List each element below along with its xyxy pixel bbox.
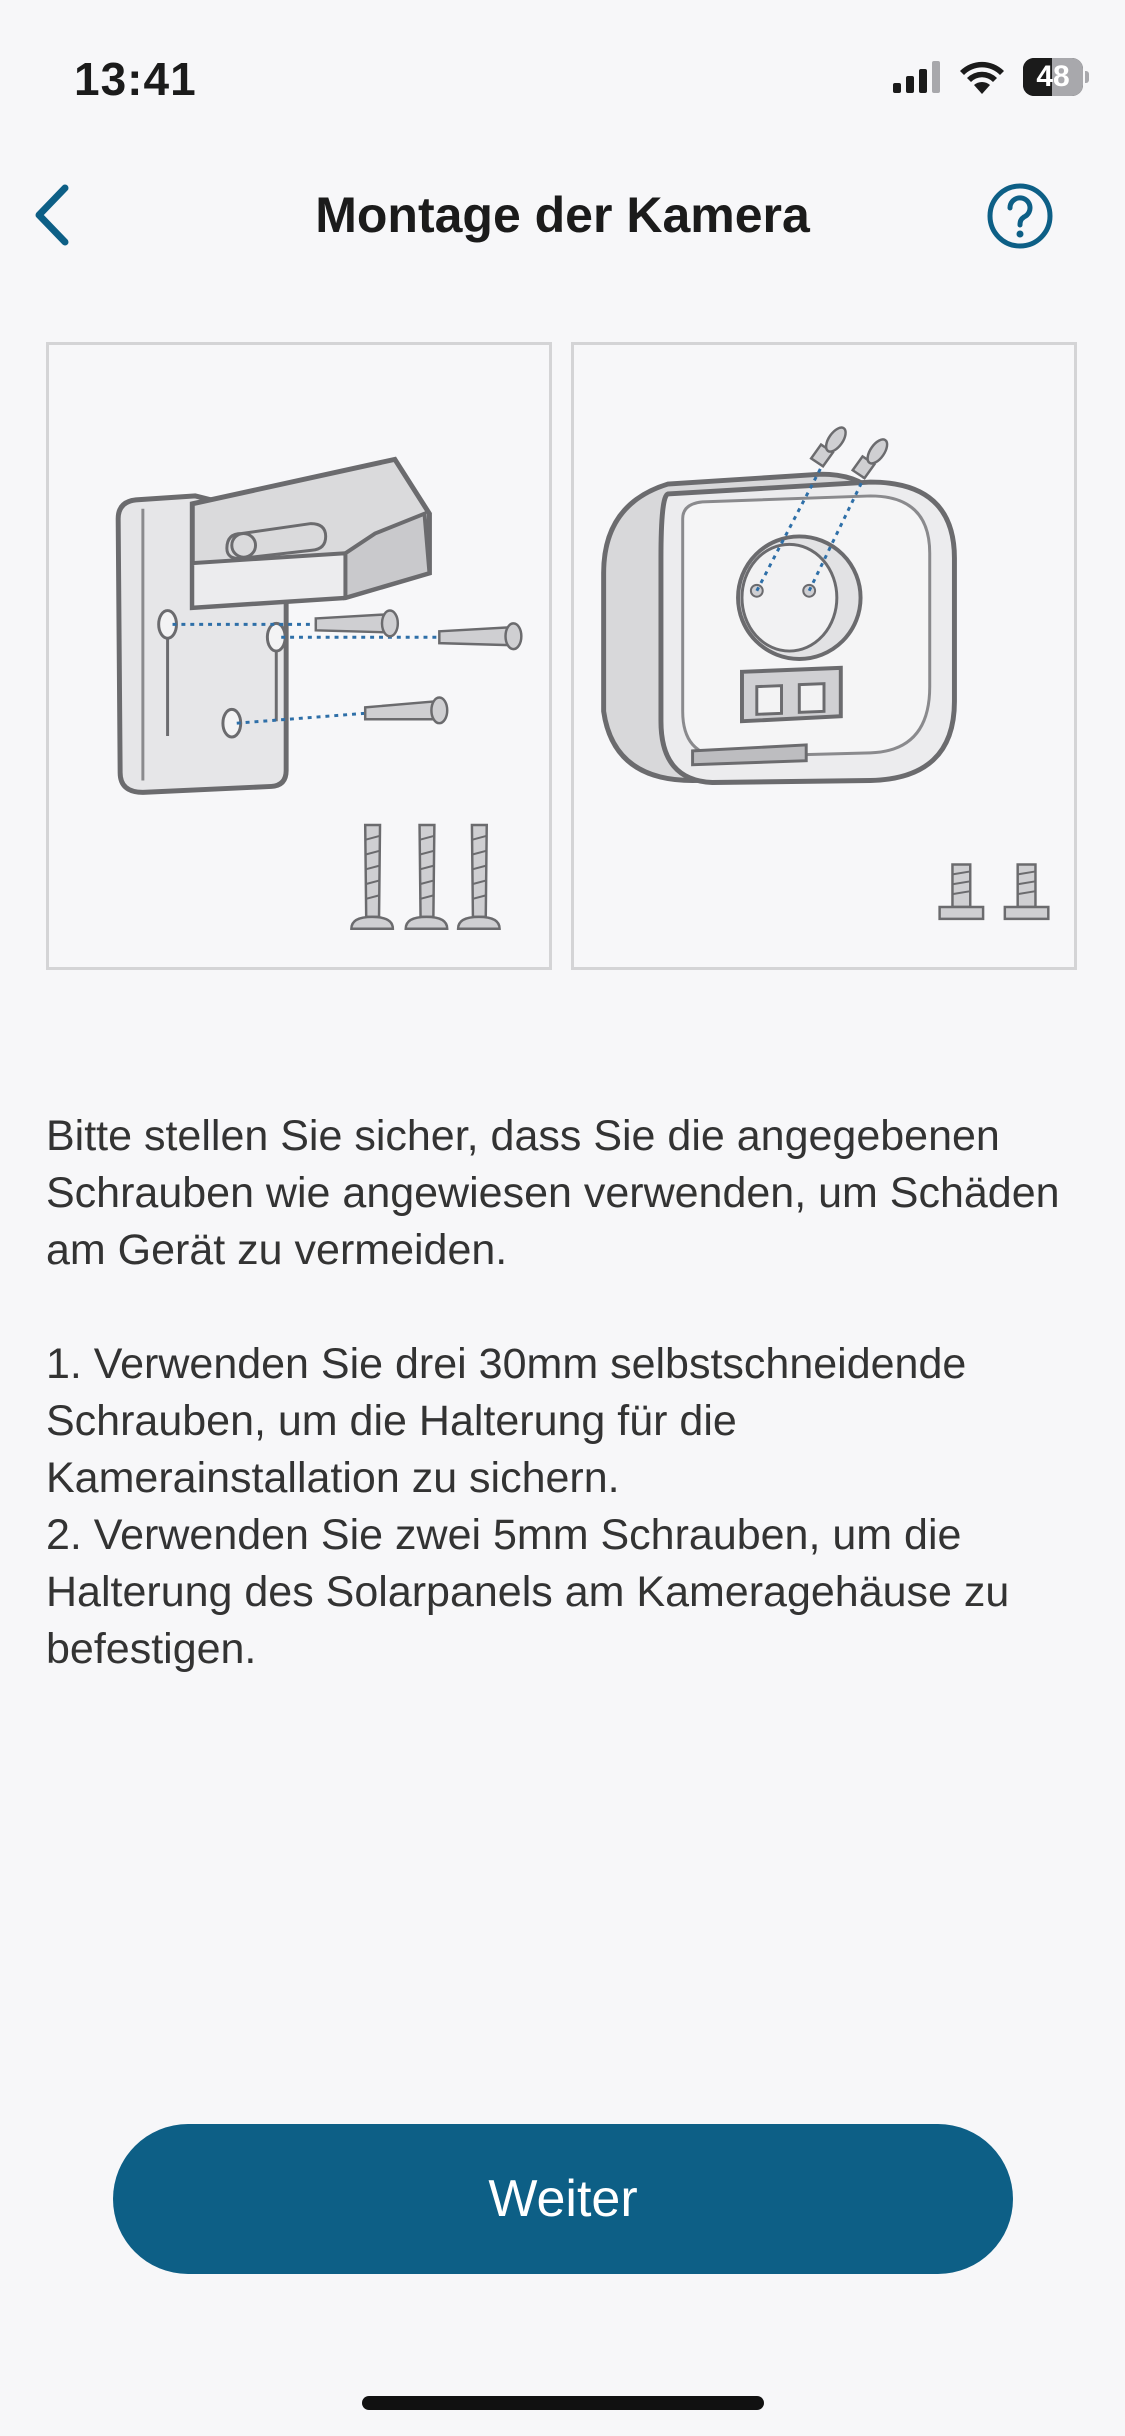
wifi-icon (959, 60, 1005, 94)
question-circle-icon (986, 182, 1054, 250)
spacer (46, 1279, 1086, 1336)
wall-bracket-drawing (49, 345, 549, 967)
solar-bracket-illustration (571, 342, 1077, 970)
battery-icon (1023, 58, 1089, 96)
help-button[interactable] (986, 182, 1054, 250)
instructions-step-2: 2. Verwenden Sie zwei 5mm Schrauben, um die Halterung des Solarpanels am Kameragehäuse zu befestigen. (46, 1511, 1010, 1673)
wall-bracket-illustration (46, 342, 552, 970)
continue-button[interactable]: Weiter (113, 2124, 1013, 2274)
status-time: 13:41 (74, 53, 197, 105)
camera-back-drawing (574, 345, 1074, 967)
instructions-step-1: 1. Verwenden Sie drei 30mm selbstschneidende Schrauben, um die Halterung für die Kamerainstallation zu sichern. (46, 1340, 967, 1502)
status-bar (0, 0, 1125, 150)
home-indicator (362, 2396, 764, 2410)
mounting-illustrations (46, 342, 1080, 972)
battery-tip (1085, 71, 1089, 83)
cellular-signal-icon (893, 61, 941, 93)
page-title: Montage der Kamera (315, 187, 810, 243)
instructions (46, 1108, 1086, 1678)
status-icons (893, 58, 1089, 96)
battery-level: 48 (1036, 60, 1070, 93)
nav-bar (0, 160, 1125, 270)
instructions-intro: Bitte stellen Sie sicher, dass Sie die angegebenen Schrauben wie angewiesen verwenden, um Schäden am Gerät zu vermeiden. (46, 1112, 1060, 1274)
